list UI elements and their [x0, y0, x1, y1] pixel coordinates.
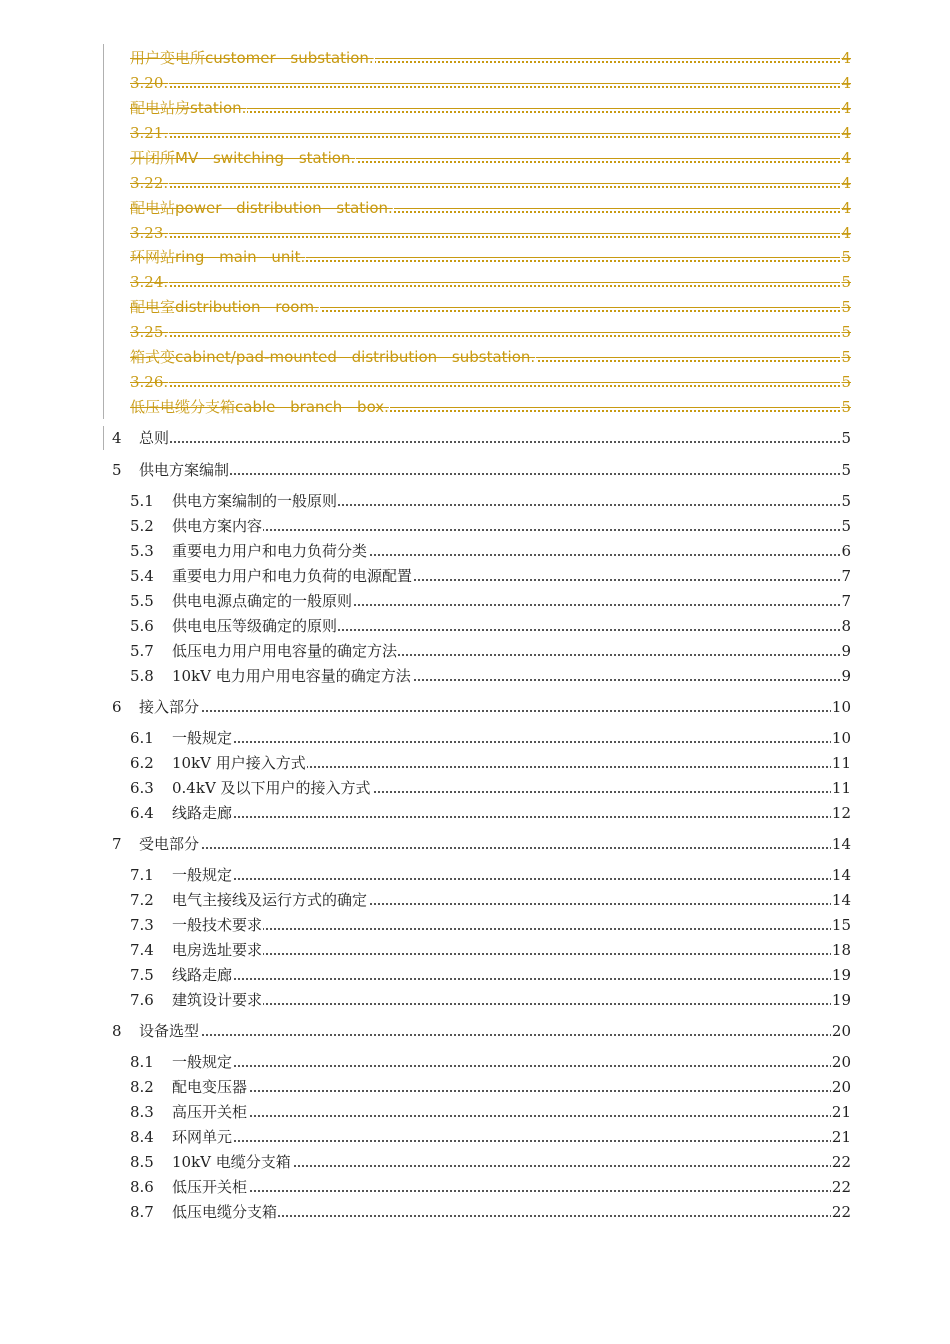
toc-entry-section[interactable]: 6.3 0.4kV 及以下用户的接入方式 11	[130, 779, 851, 797]
toc-entry-section[interactable]: 5.2 供电方案内容 5	[130, 517, 851, 535]
deleted-toc-entry[interactable]: 3.23. 4	[130, 224, 851, 242]
toc-entry-chapter[interactable]: 6 接入部分 10	[112, 698, 851, 716]
toc-entry-section[interactable]: 7.1 一般规定 14	[130, 866, 851, 884]
deleted-toc-entry[interactable]: 开闭所MV switching station. 4	[130, 149, 851, 167]
deleted-toc-entry[interactable]: 用户变电所customer substation. 4	[130, 49, 851, 67]
toc-entry-chapter[interactable]: 5 供电方案编制 5	[112, 461, 851, 479]
toc-entry-section[interactable]: 8.4 环网单元 21	[130, 1128, 851, 1146]
toc-entry-section[interactable]: 8.1 一般规定 20	[130, 1053, 851, 1071]
toc-entry-section[interactable]: 8.3 高压开关柜 21	[130, 1103, 851, 1121]
toc-entry-section[interactable]: 7.2 电气主接线及运行方式的确定 14	[130, 891, 851, 909]
toc-entry-section[interactable]: 8.6 低压开关柜 22	[130, 1178, 851, 1196]
toc-entry-section[interactable]: 6.2 10kV 用户接入方式 11	[130, 754, 851, 772]
toc-entry-chapter[interactable]: 8 设备选型 20	[112, 1022, 851, 1040]
toc-entry-section[interactable]: 7.4 电房选址要求 18	[130, 941, 851, 959]
toc-entry-section[interactable]: 5.1 供电方案编制的一般原则 5	[130, 492, 851, 510]
toc-entry-section[interactable]: 5.6 供电电压等级确定的原则 8	[130, 617, 851, 635]
deleted-toc-entry[interactable]: 环网站ring main unit. 5	[130, 248, 851, 266]
toc-entry-section[interactable]: 7.5 线路走廊 19	[130, 966, 851, 984]
toc-entry-section[interactable]: 6.4 线路走廊 12	[130, 804, 851, 822]
deleted-toc-entry[interactable]: 3.26. 5	[130, 373, 851, 391]
deleted-toc-entry[interactable]: 3.25. 5	[130, 323, 851, 341]
toc-entry-section[interactable]: 5.3 重要电力用户和电力负荷分类 6	[130, 542, 851, 560]
deleted-toc-entry[interactable]: 3.20. 4	[130, 74, 851, 92]
deleted-toc-entry[interactable]: 3.22. 4	[130, 174, 851, 192]
deleted-toc-entry[interactable]: 3.24. 5	[130, 273, 851, 291]
toc-entry-section[interactable]: 8.7 低压电缆分支箱 22	[130, 1203, 851, 1221]
toc-entry-section[interactable]: 5.4 重要电力用户和电力负荷的电源配置 7	[130, 567, 851, 585]
toc-entry-section[interactable]: 5.7 低压电力用户用电容量的确定方法 9	[130, 642, 851, 660]
toc-entry-chapter[interactable]: 4 总则 5	[112, 429, 851, 447]
deleted-toc-entry[interactable]: 配电站房station. 4	[130, 99, 851, 117]
toc-entry-section[interactable]: 8.2 配电变压器 20	[130, 1078, 851, 1096]
deleted-toc-entry[interactable]: 配电站power distribution station. 4	[130, 199, 851, 217]
toc-entry-section[interactable]: 6.1 一般规定 10	[130, 729, 851, 747]
deleted-toc-entry[interactable]: 低压电缆分支箱cable branch box. 5	[130, 398, 851, 416]
toc-entry-chapter[interactable]: 7 受电部分 14	[112, 835, 851, 853]
toc-entry-section[interactable]: 8.5 10kV 电缆分支箱 22	[130, 1153, 851, 1171]
toc-entry-section[interactable]: 5.5 供电电源点确定的一般原则 7	[130, 592, 851, 610]
deleted-toc-entry[interactable]: 3.21. 4	[130, 124, 851, 142]
toc-entry-section[interactable]: 7.3 一般技术要求 15	[130, 916, 851, 934]
toc-entry-section[interactable]: 5.8 10kV 电力用户用电容量的确定方法 9	[130, 667, 851, 685]
deleted-toc-entry[interactable]: 配电室distribution room. 5	[130, 298, 851, 316]
toc-entry-section[interactable]: 7.6 建筑设计要求 19	[130, 991, 851, 1009]
deleted-toc-entry[interactable]: 箱式变cabinet/pad-mounted distribution substation. 5	[130, 348, 851, 366]
